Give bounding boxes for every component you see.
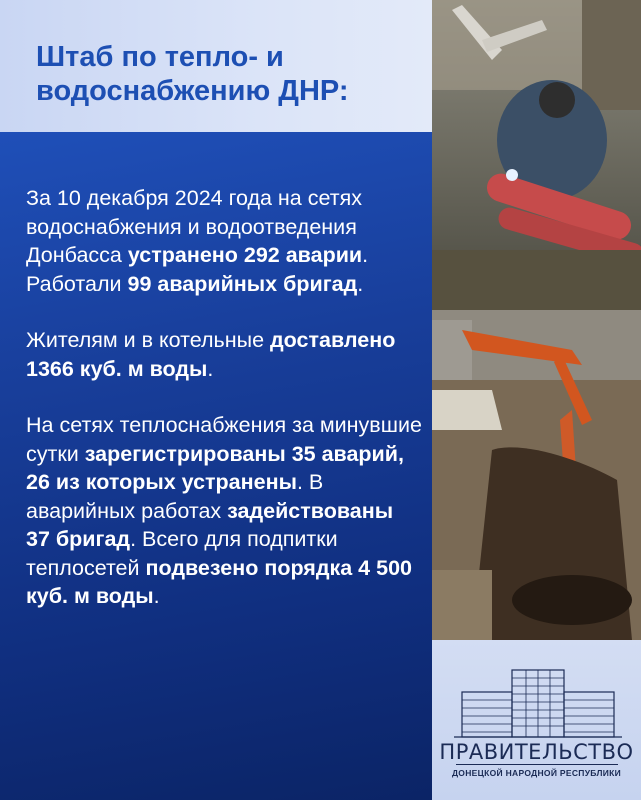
paragraph-delivery — [26, 326, 422, 383]
text-segment: Жителям и в котельные — [26, 328, 271, 352]
text-segment: . Работали — [26, 243, 369, 296]
text-segment: . В аварийных работах — [26, 470, 324, 523]
excavator-photo — [432, 310, 641, 640]
excavator-photo-illustration — [432, 310, 641, 640]
logo-subtitle: ДОНЕЦКОЙ НАРОДНОЙ РЕСПУБЛИКИ — [451, 768, 622, 778]
government-logo — [432, 640, 641, 800]
page-title: Штаб по тепло- и водоснабжению ДНР: — [36, 41, 349, 107]
highlight-segment: доставлено 1366 куб. м воды — [26, 328, 396, 381]
highlight-segment: подвезено порядка 4 500 куб. м воды — [26, 555, 412, 608]
text-segment: . — [153, 584, 160, 608]
highlight-segment: устранено 292 аварии — [127, 243, 363, 267]
text-segment: За 10 декабря 2024 года на сетях водоснабжения и водоотведения Донбасса — [26, 186, 362, 267]
government-building-icon — [454, 662, 622, 742]
highlight-segment: зарегистрированы 35 аварий, 26 из которых устранены — [26, 441, 404, 494]
logo-divider — [456, 764, 618, 765]
welding-photo-illustration — [432, 0, 641, 310]
highlight-segment: 99 аварийных бригад — [127, 271, 358, 296]
text-segment: . — [357, 271, 364, 296]
welding-photo — [432, 0, 641, 310]
report-text — [26, 184, 422, 639]
header-banner — [0, 0, 432, 132]
content-panel — [0, 132, 432, 800]
paragraph-water — [26, 184, 422, 298]
text-segment: . — [207, 356, 214, 381]
text-segment: На сетях теплоснабжения за минувшие сутки — [26, 413, 422, 466]
text-segment: . Всего для подпитки теплосетей — [26, 527, 338, 580]
highlight-segment: задействованы 37 бригад — [26, 498, 394, 551]
logo-title: ПРАВИТЕЛЬСТВО — [439, 740, 634, 764]
paragraph-heating — [26, 411, 422, 611]
